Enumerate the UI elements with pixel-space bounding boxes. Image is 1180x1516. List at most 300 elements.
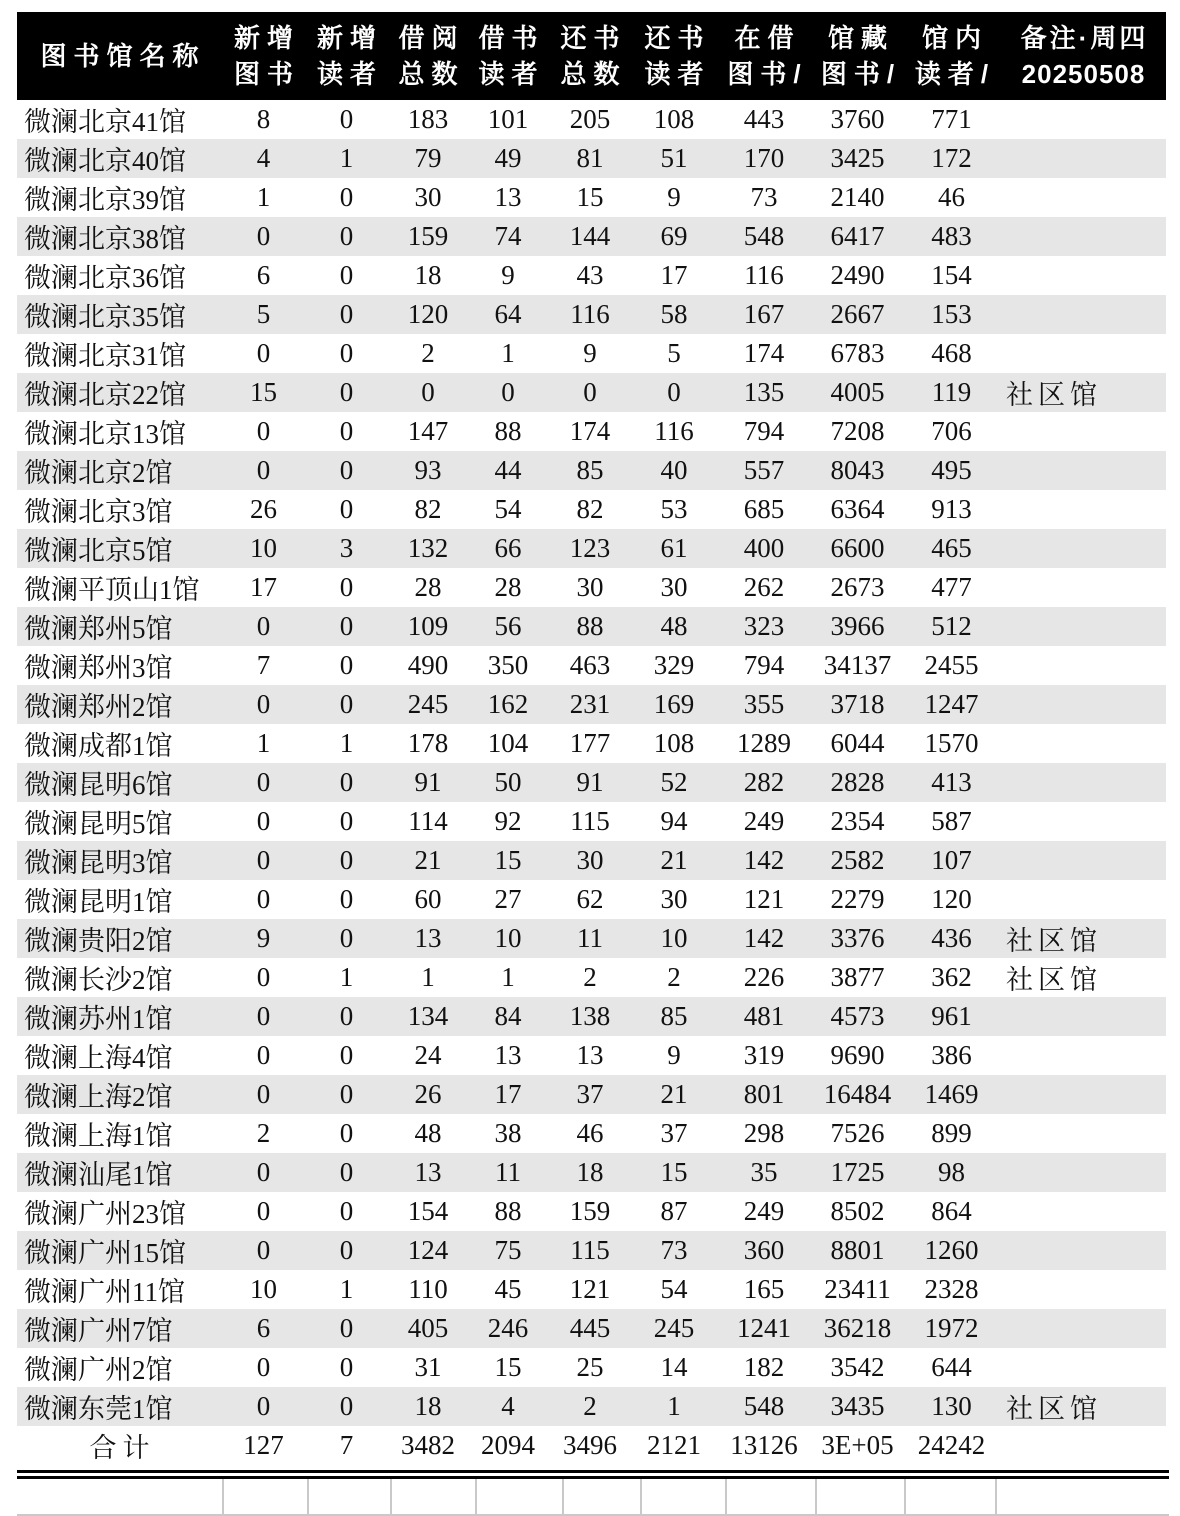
value-cell[interactable]: 13126 [716, 1426, 812, 1465]
note-cell[interactable] [1000, 256, 1166, 295]
value-cell[interactable]: 961 [903, 997, 1000, 1036]
library-name-cell[interactable]: 微澜北京22馆 [17, 373, 222, 412]
value-cell[interactable]: 7 [256, 650, 271, 680]
value-cell[interactable]: 1289 [737, 728, 791, 758]
empty-cell[interactable] [817, 1479, 906, 1514]
value-cell[interactable]: 9 [667, 182, 681, 212]
value-cell[interactable]: 329 [653, 650, 695, 680]
value-cell[interactable]: 13 [576, 1040, 604, 1070]
empty-cell[interactable] [392, 1479, 477, 1514]
value-cell[interactable]: 165 [743, 1274, 785, 1304]
value-cell[interactable]: 183 [407, 104, 449, 134]
value-cell[interactable]: 66 [468, 529, 548, 568]
value-cell[interactable]: 0 [256, 1040, 271, 1070]
value-cell[interactable]: 0 [305, 997, 388, 1036]
value-cell[interactable]: 21 [632, 1075, 716, 1114]
value-cell[interactable]: 3760 [830, 104, 885, 134]
value-cell[interactable]: 2094 [468, 1426, 548, 1465]
library-name-cell[interactable]: 微澜昆明3馆 [17, 841, 222, 880]
note-cell[interactable] [1000, 295, 1166, 334]
value-cell[interactable]: 405 [388, 1309, 468, 1348]
value-cell[interactable]: 37 [548, 1075, 632, 1114]
library-name-cell[interactable]: 微澜上海1馆 [24, 1121, 173, 1151]
value-cell[interactable]: 2354 [830, 806, 885, 836]
note-cell[interactable]: 社区馆 [1000, 919, 1166, 958]
value-cell[interactable]: 115 [548, 1231, 632, 1270]
value-cell[interactable]: 8 [256, 104, 271, 134]
note-cell[interactable] [1000, 1153, 1166, 1192]
value-cell[interactable]: 91 [388, 763, 468, 802]
value-cell[interactable]: 10 [222, 529, 305, 568]
note-cell[interactable] [1000, 139, 1166, 178]
value-cell[interactable]: 81 [548, 139, 632, 178]
value-cell[interactable]: 88 [494, 416, 522, 446]
value-cell[interactable]: 2121 [632, 1426, 716, 1465]
note-cell[interactable] [1000, 1348, 1166, 1387]
value-cell[interactable]: 2673 [830, 572, 885, 602]
value-cell[interactable]: 9 [583, 338, 597, 368]
value-cell[interactable]: 0 [305, 841, 388, 880]
value-cell[interactable]: 50 [468, 763, 548, 802]
value-cell[interactable]: 2 [667, 962, 681, 992]
value-cell[interactable]: 88 [548, 607, 632, 646]
value-cell[interactable]: 362 [931, 962, 972, 992]
library-name-cell[interactable]: 微澜北京13馆 [24, 419, 186, 449]
value-cell[interactable]: 3435 [812, 1387, 903, 1426]
value-cell[interactable]: 153 [903, 295, 1000, 334]
note-cell[interactable] [1000, 763, 1166, 802]
value-cell[interactable]: 119 [903, 373, 1000, 412]
value-cell[interactable]: 0 [256, 1352, 271, 1382]
value-cell[interactable]: 8801 [812, 1231, 903, 1270]
value-cell[interactable]: 1 [339, 962, 354, 992]
note-cell[interactable] [1000, 880, 1166, 919]
value-cell[interactable]: 85 [548, 451, 632, 490]
value-cell[interactable]: 30 [576, 572, 604, 602]
value-cell[interactable]: 61 [632, 529, 716, 568]
value-cell[interactable]: 116 [654, 416, 694, 446]
value-cell[interactable]: 0 [222, 1075, 305, 1114]
note-cell[interactable]: 社区馆 [1000, 373, 1166, 412]
value-cell[interactable]: 73 [632, 1231, 716, 1270]
value-cell[interactable]: 25 [576, 1352, 604, 1382]
value-cell[interactable]: 0 [305, 373, 388, 412]
value-cell[interactable]: 53 [660, 494, 688, 524]
value-cell[interactable]: 0 [256, 1196, 271, 1226]
value-cell[interactable]: 6 [256, 260, 271, 290]
value-cell[interactable]: 92 [494, 806, 522, 836]
library-name-cell[interactable]: 微澜郑州5馆 [17, 607, 222, 646]
value-cell[interactable]: 116 [744, 260, 784, 290]
value-cell[interactable]: 2 [256, 1118, 271, 1148]
value-cell[interactable]: 2667 [812, 295, 903, 334]
value-cell[interactable]: 46 [938, 182, 965, 212]
value-cell[interactable]: 154 [931, 260, 972, 290]
value-cell[interactable]: 1241 [716, 1309, 812, 1348]
value-cell[interactable]: 0 [339, 416, 354, 446]
value-cell[interactable]: 28 [414, 572, 442, 602]
value-cell[interactable]: 7526 [830, 1118, 885, 1148]
note-cell[interactable] [1000, 529, 1166, 568]
value-cell[interactable]: 0 [339, 1352, 354, 1382]
value-cell[interactable]: 73 [750, 182, 778, 212]
value-cell[interactable]: 162 [468, 685, 548, 724]
value-cell[interactable]: 30 [660, 572, 688, 602]
library-name-cell[interactable]: 微澜广州7馆 [17, 1309, 222, 1348]
value-cell[interactable]: 0 [256, 962, 271, 992]
value-cell[interactable]: 1469 [903, 1075, 1000, 1114]
value-cell[interactable]: 465 [903, 529, 1000, 568]
value-cell[interactable]: 1 [256, 728, 271, 758]
value-cell[interactable]: 0 [548, 373, 632, 412]
value-cell[interactable]: 169 [632, 685, 716, 724]
value-cell[interactable]: 124 [388, 1231, 468, 1270]
note-cell[interactable] [1000, 841, 1166, 880]
value-cell[interactable]: 38 [494, 1118, 522, 1148]
library-name-cell[interactable]: 微澜昆明5馆 [24, 809, 173, 839]
note-cell[interactable] [1000, 1075, 1166, 1114]
note-cell[interactable]: 社区馆 [1000, 1387, 1166, 1426]
value-cell[interactable]: 182 [743, 1352, 785, 1382]
value-cell[interactable]: 34137 [823, 650, 892, 680]
value-cell[interactable]: 0 [305, 1387, 388, 1426]
value-cell[interactable]: 0 [222, 607, 305, 646]
value-cell[interactable]: 37 [660, 1118, 688, 1148]
value-cell[interactable]: 7 [305, 1426, 388, 1465]
empty-cell[interactable] [642, 1479, 727, 1514]
value-cell[interactable]: 21 [632, 841, 716, 880]
library-name-cell[interactable]: 微澜上海2馆 [17, 1075, 222, 1114]
value-cell[interactable]: 10 [250, 1274, 277, 1304]
value-cell[interactable]: 0 [339, 572, 354, 602]
value-cell[interactable]: 3542 [830, 1352, 885, 1382]
value-cell[interactable]: 445 [548, 1309, 632, 1348]
value-cell[interactable]: 323 [716, 607, 812, 646]
value-cell[interactable]: 144 [548, 217, 632, 256]
value-cell[interactable]: 0 [305, 919, 388, 958]
value-cell[interactable]: 3966 [812, 607, 903, 646]
total-label-cell[interactable]: 合计 [17, 1426, 222, 1465]
value-cell[interactable]: 0 [339, 494, 354, 524]
value-cell[interactable]: 115 [570, 806, 610, 836]
value-cell[interactable]: 0 [468, 373, 548, 412]
value-cell[interactable]: 44 [468, 451, 548, 490]
value-cell[interactable]: 14 [660, 1352, 688, 1382]
value-cell[interactable]: 400 [716, 529, 812, 568]
value-cell[interactable]: 0 [222, 1153, 305, 1192]
note-cell[interactable] [1000, 1426, 1166, 1465]
value-cell[interactable]: 24242 [903, 1426, 1000, 1465]
library-name-cell[interactable]: 微澜北京39馆 [24, 185, 186, 215]
empty-cell[interactable] [997, 1479, 1169, 1514]
value-cell[interactable]: 101 [487, 104, 529, 134]
library-name-cell[interactable]: 微澜北京31馆 [24, 341, 186, 371]
value-cell[interactable]: 60 [414, 884, 442, 914]
empty-cell[interactable] [224, 1479, 309, 1514]
value-cell[interactable]: 110 [408, 1274, 448, 1304]
value-cell[interactable]: 0 [256, 338, 271, 368]
value-cell[interactable]: 0 [388, 373, 468, 412]
value-cell[interactable]: 298 [743, 1118, 785, 1148]
value-cell[interactable]: 64 [468, 295, 548, 334]
value-cell[interactable]: 123 [548, 529, 632, 568]
note-cell[interactable] [1000, 100, 1166, 139]
value-cell[interactable]: 9 [667, 1040, 681, 1070]
value-cell[interactable]: 3376 [812, 919, 903, 958]
note-cell[interactable] [1000, 451, 1166, 490]
value-cell[interactable]: 18 [414, 260, 442, 290]
value-cell[interactable]: 0 [339, 1196, 354, 1226]
value-cell[interactable]: 174 [569, 416, 611, 446]
note-cell[interactable] [1000, 217, 1166, 256]
value-cell[interactable]: 159 [569, 1196, 611, 1226]
value-cell[interactable]: 2828 [812, 763, 903, 802]
value-cell[interactable]: 864 [931, 1196, 972, 1226]
value-cell[interactable]: 1 [339, 728, 354, 758]
note-cell[interactable] [1000, 724, 1166, 763]
value-cell[interactable]: 1570 [924, 728, 979, 758]
value-cell[interactable]: 36218 [812, 1309, 903, 1348]
value-cell[interactable]: 2 [421, 338, 435, 368]
value-cell[interactable]: 0 [305, 451, 388, 490]
value-cell[interactable]: 0 [222, 763, 305, 802]
value-cell[interactable]: 127 [222, 1426, 305, 1465]
note-cell[interactable] [1000, 1114, 1166, 1153]
value-cell[interactable]: 0 [222, 217, 305, 256]
value-cell[interactable]: 13 [388, 919, 468, 958]
value-cell[interactable]: 107 [903, 841, 1000, 880]
value-cell[interactable]: 443 [743, 104, 785, 134]
value-cell[interactable]: 52 [632, 763, 716, 802]
value-cell[interactable]: 40 [632, 451, 716, 490]
value-cell[interactable]: 2490 [830, 260, 885, 290]
value-cell[interactable]: 4573 [812, 997, 903, 1036]
value-cell[interactable]: 771 [931, 104, 972, 134]
value-cell[interactable]: 205 [569, 104, 611, 134]
value-cell[interactable]: 69 [632, 217, 716, 256]
value-cell[interactable]: 13 [494, 1040, 522, 1070]
value-cell[interactable]: 231 [548, 685, 632, 724]
library-name-cell[interactable]: 微澜东莞1馆 [17, 1387, 222, 1426]
value-cell[interactable]: 6364 [830, 494, 885, 524]
empty-cell[interactable] [564, 1479, 642, 1514]
value-cell[interactable]: 23411 [824, 1274, 891, 1304]
value-cell[interactable]: 3877 [830, 962, 885, 992]
value-cell[interactable]: 9690 [830, 1040, 885, 1070]
value-cell[interactable]: 26 [250, 494, 277, 524]
value-cell[interactable]: 245 [388, 685, 468, 724]
value-cell[interactable]: 9 [222, 919, 305, 958]
value-cell[interactable]: 54 [660, 1274, 688, 1304]
value-cell[interactable]: 174 [743, 338, 785, 368]
value-cell[interactable]: 130 [903, 1387, 1000, 1426]
value-cell[interactable]: 9 [501, 260, 515, 290]
value-cell[interactable]: 0 [222, 1387, 305, 1426]
value-cell[interactable]: 0 [222, 997, 305, 1036]
value-cell[interactable]: 58 [632, 295, 716, 334]
value-cell[interactable]: 5 [222, 295, 305, 334]
value-cell[interactable]: 2140 [830, 182, 885, 212]
value-cell[interactable]: 355 [716, 685, 812, 724]
library-name-cell[interactable]: 微澜北京40馆 [17, 139, 222, 178]
library-name-cell[interactable]: 微澜北京35馆 [17, 295, 222, 334]
value-cell[interactable]: 177 [569, 728, 611, 758]
value-cell[interactable]: 132 [388, 529, 468, 568]
value-cell[interactable]: 468 [931, 338, 972, 368]
value-cell[interactable]: 512 [903, 607, 1000, 646]
value-cell[interactable]: 8043 [812, 451, 903, 490]
value-cell[interactable]: 5 [667, 338, 681, 368]
value-cell[interactable]: 35 [716, 1153, 812, 1192]
library-name-cell[interactable]: 微澜北京38馆 [17, 217, 222, 256]
note-cell[interactable] [1000, 568, 1166, 607]
value-cell[interactable]: 3E+05 [812, 1426, 903, 1465]
value-cell[interactable]: 114 [408, 806, 448, 836]
empty-cell[interactable] [727, 1479, 817, 1514]
empty-cell[interactable] [309, 1479, 392, 1514]
value-cell[interactable]: 6783 [830, 338, 885, 368]
value-cell[interactable]: 172 [903, 139, 1000, 178]
value-cell[interactable]: 0 [339, 1118, 354, 1148]
note-cell[interactable] [1000, 1270, 1166, 1309]
value-cell[interactable]: 17 [468, 1075, 548, 1114]
value-cell[interactable]: 108 [653, 728, 695, 758]
value-cell[interactable]: 17 [660, 260, 688, 290]
value-cell[interactable]: 74 [468, 217, 548, 256]
value-cell[interactable]: 15 [468, 841, 548, 880]
value-cell[interactable]: 46 [576, 1118, 604, 1148]
value-cell[interactable]: 245 [632, 1309, 716, 1348]
value-cell[interactable]: 167 [716, 295, 812, 334]
note-cell[interactable] [1000, 607, 1166, 646]
value-cell[interactable]: 10 [468, 919, 548, 958]
value-cell[interactable]: 0 [256, 884, 271, 914]
value-cell[interactable]: 94 [660, 806, 688, 836]
value-cell[interactable]: 495 [903, 451, 1000, 490]
value-cell[interactable]: 54 [494, 494, 522, 524]
note-cell[interactable] [1000, 412, 1166, 451]
value-cell[interactable]: 1725 [812, 1153, 903, 1192]
value-cell[interactable]: 116 [548, 295, 632, 334]
library-name-cell[interactable]: 微澜郑州2馆 [17, 685, 222, 724]
value-cell[interactable]: 0 [305, 685, 388, 724]
value-cell[interactable]: 82 [576, 494, 604, 524]
value-cell[interactable]: 27 [494, 884, 522, 914]
value-cell[interactable]: 120 [931, 884, 972, 914]
library-name-cell[interactable]: 微澜北京3馆 [24, 497, 173, 527]
library-name-cell[interactable]: 微澜广州23馆 [24, 1199, 186, 1229]
value-cell[interactable]: 2455 [924, 650, 979, 680]
value-cell[interactable]: 48 [632, 607, 716, 646]
value-cell[interactable]: 11 [548, 919, 632, 958]
value-cell[interactable]: 121 [569, 1274, 611, 1304]
library-name-cell[interactable]: 微澜广州2馆 [24, 1355, 173, 1385]
value-cell[interactable]: 0 [305, 1153, 388, 1192]
value-cell[interactable]: 51 [632, 139, 716, 178]
value-cell[interactable]: 794 [743, 416, 785, 446]
library-name-cell[interactable]: 微澜贵阳2馆 [17, 919, 222, 958]
value-cell[interactable]: 0 [305, 763, 388, 802]
value-cell[interactable]: 135 [716, 373, 812, 412]
value-cell[interactable]: 644 [931, 1352, 972, 1382]
value-cell[interactable]: 0 [256, 806, 271, 836]
value-cell[interactable]: 386 [931, 1040, 972, 1070]
value-cell[interactable]: 142 [716, 841, 812, 880]
value-cell[interactable]: 15 [494, 1352, 522, 1382]
value-cell[interactable]: 2328 [924, 1274, 979, 1304]
value-cell[interactable]: 913 [931, 494, 972, 524]
value-cell[interactable]: 548 [716, 217, 812, 256]
value-cell[interactable]: 2 [548, 1387, 632, 1426]
value-cell[interactable]: 26 [388, 1075, 468, 1114]
value-cell[interactable]: 0 [222, 841, 305, 880]
library-name-cell[interactable]: 微澜郑州3馆 [24, 653, 173, 683]
value-cell[interactable]: 49 [468, 139, 548, 178]
library-name-cell[interactable]: 微澜成都1馆 [24, 731, 173, 761]
value-cell[interactable]: 1 [339, 1274, 354, 1304]
value-cell[interactable]: 134 [388, 997, 468, 1036]
value-cell[interactable]: 1 [632, 1387, 716, 1426]
value-cell[interactable]: 154 [407, 1196, 449, 1226]
value-cell[interactable]: 88 [494, 1196, 522, 1226]
value-cell[interactable]: 0 [305, 217, 388, 256]
value-cell[interactable]: 282 [716, 763, 812, 802]
value-cell[interactable]: 436 [903, 919, 1000, 958]
library-name-cell[interactable]: 微澜上海4馆 [24, 1043, 173, 1073]
value-cell[interactable]: 75 [468, 1231, 548, 1270]
value-cell[interactable]: 3425 [812, 139, 903, 178]
value-cell[interactable]: 18 [388, 1387, 468, 1426]
value-cell[interactable]: 6417 [812, 217, 903, 256]
value-cell[interactable]: 548 [716, 1387, 812, 1426]
value-cell[interactable]: 249 [743, 806, 785, 836]
value-cell[interactable]: 10 [632, 919, 716, 958]
value-cell[interactable]: 319 [743, 1040, 785, 1070]
library-name-cell[interactable]: 微澜广州11馆 [24, 1277, 185, 1307]
value-cell[interactable]: 21 [388, 841, 468, 880]
empty-cell[interactable] [477, 1479, 564, 1514]
note-cell[interactable] [1000, 685, 1166, 724]
note-cell[interactable] [1000, 334, 1166, 373]
value-cell[interactable]: 0 [305, 295, 388, 334]
value-cell[interactable]: 13 [388, 1153, 468, 1192]
empty-cell[interactable] [906, 1479, 997, 1514]
library-name-cell[interactable]: 微澜长沙2馆 [24, 965, 173, 995]
value-cell[interactable]: 0 [632, 373, 716, 412]
value-cell[interactable]: 801 [716, 1075, 812, 1114]
library-name-cell[interactable]: 微澜广州15馆 [17, 1231, 222, 1270]
value-cell[interactable]: 79 [388, 139, 468, 178]
value-cell[interactable]: 1260 [903, 1231, 1000, 1270]
value-cell[interactable]: 1 [256, 182, 271, 212]
value-cell[interactable]: 706 [931, 416, 972, 446]
library-name-cell[interactable]: 微澜平顶山1馆 [24, 575, 200, 605]
value-cell[interactable]: 0 [339, 104, 354, 134]
value-cell[interactable]: 2 [583, 962, 597, 992]
value-cell[interactable]: 0 [339, 650, 354, 680]
note-cell[interactable] [1000, 997, 1166, 1036]
value-cell[interactable]: 685 [743, 494, 785, 524]
value-cell[interactable]: 56 [468, 607, 548, 646]
value-cell[interactable]: 15 [632, 1153, 716, 1192]
value-cell[interactable]: 1 [501, 962, 515, 992]
note-cell[interactable] [1000, 1231, 1166, 1270]
value-cell[interactable]: 0 [256, 416, 271, 446]
value-cell[interactable]: 4005 [812, 373, 903, 412]
value-cell[interactable]: 0 [339, 806, 354, 836]
value-cell[interactable]: 0 [305, 607, 388, 646]
value-cell[interactable]: 0 [222, 451, 305, 490]
